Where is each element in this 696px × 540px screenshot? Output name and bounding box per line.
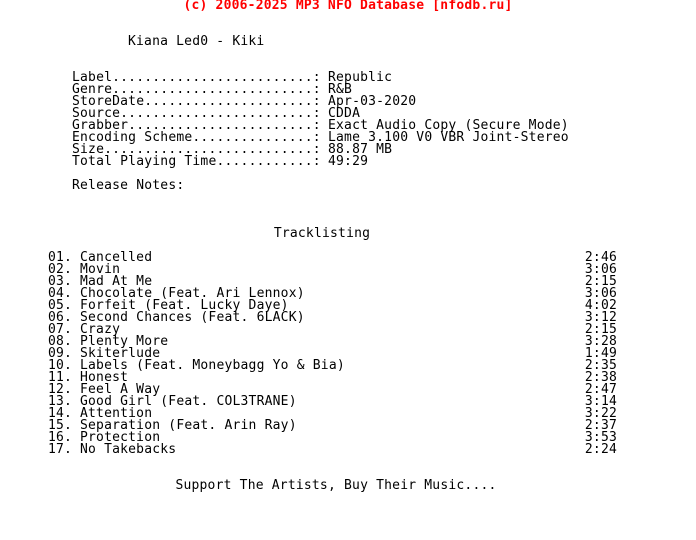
track-number: 12. [48,382,73,397]
track-title: Labels (Feat. Moneybagg Yo & Bia) [80,358,345,373]
track-number: 03. [48,274,73,289]
track-number: 13. [48,394,73,409]
info-value: CDDA [328,106,361,121]
track-title: No Takebacks [80,442,177,457]
track-number: 07. [48,322,73,337]
track-title: Feel A Way [80,382,161,397]
copyright-header: (c) 2006-2025 MP3 NFO Database [nfodb.ru] [183,0,513,13]
track-duration: 2:24 [584,442,617,457]
track-number: 17. [48,442,73,457]
track-row [48,360,617,372]
info-value: Exact Audio Copy (Secure Mode) [328,118,569,133]
track-number: 09. [48,346,73,361]
track-title: Mad At Me [80,274,153,289]
track-duration: 3:06 [584,262,617,277]
info-value: Lame 3.100 V0 VBR Joint-Stereo [328,130,569,145]
track-title: Forfeit (Feat. Lucky Daye) [80,298,289,313]
release-notes-label: Release Notes: [72,178,185,193]
track-title: Honest [80,370,129,385]
track-duration: 2:15 [584,322,617,337]
track-title: Second Chances (Feat. 6LACK) [80,310,305,325]
track-duration: 3:53 [584,430,617,445]
track-number: 16. [48,430,73,445]
track-duration: 4:02 [584,298,617,313]
info-key: Grabber.......................: [72,118,321,133]
track-number: 15. [48,418,73,433]
track-duration: 3:22 [584,406,617,421]
track-number: 01. [48,250,73,265]
track-number: 02. [48,262,73,277]
track-row [48,444,617,456]
track-title: Movin [80,262,121,277]
track-duration: 3:12 [584,310,617,325]
track-row [48,252,617,264]
track-duration: 2:38 [584,370,617,385]
track-duration: 2:37 [584,418,617,433]
track-number: 04. [48,286,73,301]
info-key: Label.........................: [72,70,321,85]
info-key: Total Playing Time............: [72,154,321,169]
track-duration: 3:06 [584,286,617,301]
info-value: 49:29 [328,154,369,169]
track-number: 06. [48,310,73,325]
track-title: Skiterlude [80,346,161,361]
info-row [72,156,368,168]
track-row [48,312,617,324]
track-number: 08. [48,334,73,349]
tracklisting-heading: Tracklisting [273,226,371,241]
info-value: R&B [328,82,353,97]
track-number: 14. [48,406,73,421]
info-key: Genre.........................: [72,82,321,97]
info-value: 88.87 MB [328,142,393,157]
track-duration: 2:46 [584,250,617,265]
track-duration: 1:49 [584,346,617,361]
track-title: Chocolate (Feat. Ari Lennox) [80,286,305,301]
track-title: Plenty More [80,334,169,349]
track-duration: 3:28 [584,334,617,349]
support-footer: Support The Artists, Buy Their Music.... [175,478,497,493]
info-key: StoreDate.....................: [72,94,321,109]
track-title: Separation (Feat. Arin Ray) [80,418,297,433]
track-number: 10. [48,358,73,373]
track-title: Attention [80,406,153,421]
track-number: 05. [48,298,73,313]
track-title: Crazy [80,322,121,337]
info-key: Source........................: [72,106,321,121]
track-duration: 3:14 [584,394,617,409]
track-duration: 2:15 [584,274,617,289]
track-title: Protection [80,430,161,445]
track-duration: 2:35 [584,358,617,373]
info-value: Apr-03-2020 [328,94,417,109]
release-title: Kiana Led0 - Kiki [128,34,265,49]
info-key: Size..........................: [72,142,321,157]
track-title: Good Girl (Feat. COL3TRANE) [80,394,297,409]
track-number: 11. [48,370,73,385]
track-duration: 2:47 [584,382,617,397]
track-title: Cancelled [80,250,153,265]
info-key: Encoding Scheme...............: [72,130,321,145]
info-value: Republic [328,70,393,85]
